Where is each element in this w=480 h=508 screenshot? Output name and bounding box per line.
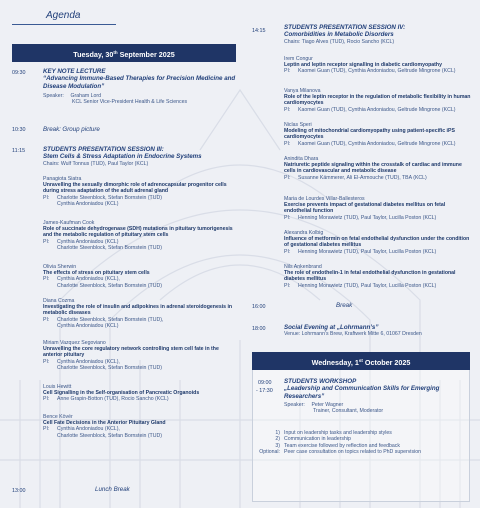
- presenter-name: Nils Ankenbrand: [284, 264, 322, 270]
- pi-names: Kaomei Guan (TUD), Cynthia Andoniadou, Geltrude Mingrone (KCL): [298, 140, 456, 147]
- talk-title: Influence of metformin on fetal endothelial dysfunction under the condition of gestational diabetes mellitus: [284, 236, 470, 249]
- presenter-name: Vanya Milanova: [284, 88, 321, 94]
- lunch-title: Lunch Break: [95, 486, 130, 493]
- session4-title: STUDENTS PRESENTATION SESSION IV:: [284, 24, 406, 31]
- pi-label: PI:: [284, 214, 291, 221]
- keynote-speaker-name: Graham Lord: [70, 93, 102, 100]
- pi-label: PI:: [43, 276, 50, 283]
- talk-title: Unravelling the sexually dimorphic role of adrenocapsular progenitor cells during stress adaptation of the adult adrenal gland: [43, 182, 227, 195]
- keynote-block: [43, 68, 239, 106]
- social-venue: Venue: Lohrmann’s Brew, Kraftwerk Mitte 6, 01067 Dresden: [284, 331, 422, 338]
- pi-names: Henning Morawietz (TUD), Paul Taylor, Lucilla Poston (KCL): [298, 214, 437, 221]
- presenter-name: Miriam Vazquez Segoviano: [43, 340, 106, 346]
- break2-time: 16:00: [252, 304, 266, 310]
- workshop-subtitle: „Leadership and Communication Skills for Emerging Researchers”: [284, 385, 440, 400]
- pi-names: Cynthia Andoniadou (KCL),: [57, 426, 120, 433]
- pi-names: Susanne Kämmerer, Ali El-Armouche (TUD), TBA (KCL): [298, 174, 427, 181]
- workshop-item-number: 1): [275, 430, 280, 436]
- pi-label: PI:: [43, 194, 50, 201]
- presenter-name: Anindita Dhara: [284, 156, 319, 162]
- talk-pi: [43, 396, 237, 402]
- talk-item: [43, 264, 237, 289]
- social-title: Social Evening at „Lohrmann’s”: [284, 324, 379, 331]
- pi-names: Charlotte Steenblock, Stefan Bornstein (TUD): [57, 194, 162, 201]
- day2-header: [252, 352, 470, 370]
- talk-title: Exercise prevents impact of gestational diabetes mellitus on fetal endothelial function: [284, 202, 446, 215]
- session3-time: 11:15: [12, 148, 26, 154]
- talk-title: Cell Fate Decisions in the Anterior Pituitary Gland: [43, 420, 166, 427]
- talk-pi-secondary: Charlotte Steenblock, Stefan Bornstein (TUD): [57, 432, 162, 439]
- day1-rest: September 2025: [117, 50, 175, 59]
- talk-pi-secondary: Charlotte Steenblock, Stefan Bornstein (TUD): [57, 364, 162, 371]
- session3-subtitle: Stem Cells & Stress Adaptation in Endocrine Systems: [43, 153, 202, 161]
- talk-item: [284, 88, 472, 113]
- break1-title: Group picture: [62, 126, 100, 133]
- workshop-time-start: 09:00: [258, 380, 272, 386]
- talk-pi-secondary: Cynthia Andoniadou (KCL): [57, 200, 119, 207]
- day2-sup: st: [358, 358, 363, 363]
- workshop-speaker-role: Trainer, Consultant, Moderator: [313, 408, 384, 415]
- session3-header: [43, 146, 239, 167]
- talk-item: [43, 176, 237, 207]
- talk-title: Cell Signalling in the Self-organisation of Pancreatic Organoids: [43, 390, 200, 397]
- talk-pi: [284, 249, 472, 255]
- pi-names: Cynthia Andoniadou (KCL): [57, 238, 119, 245]
- pi-label: PI:: [43, 358, 50, 365]
- day2-label: Wednesday, 1: [311, 358, 359, 367]
- pi-names: Henning Morawietz (TUD), Paul Taylor, Lucilla Poston (KCL): [298, 248, 437, 255]
- workshop-box: [252, 352, 470, 502]
- talk-title: Investigating the role of insulin and adipokines in adrenal steroidogenesis in metabolic diseases: [43, 304, 233, 317]
- pi-label: PI:: [284, 248, 291, 255]
- break1-time: 10:30: [12, 127, 26, 133]
- workshop-time-end: - 17:30: [256, 388, 273, 394]
- pi-names: Kaomei Guan (TUD), Cynthia Andoniadou, Geltrude Mingrone (KCL): [298, 106, 456, 113]
- workshop-item-text: Peer case consultation on topics related to PhD supervision: [284, 449, 421, 456]
- talk-title: Unravelling the core regulatory network controlling stem cell fate in the anterior pituitary: [43, 346, 219, 359]
- talk-item: [43, 220, 237, 251]
- break2-title: Break: [336, 302, 353, 309]
- talk-pi: [284, 175, 472, 181]
- workshop-item-text: Input on leadership tasks and leadership styles: [284, 430, 392, 436]
- workshop-speaker-name: Peter Wagner: [311, 402, 344, 409]
- workshop-items: [254, 430, 468, 456]
- session4-header: [284, 24, 474, 45]
- presenter-name: Olivia Sherwin: [43, 264, 77, 270]
- pi-label: PI:: [43, 396, 50, 403]
- break1-block: [43, 126, 233, 134]
- keynote-title: KEY NOTE LECTURE: [43, 68, 106, 75]
- pi-names: Cynthia Andoniadou (KCL),: [57, 276, 120, 283]
- talk-title: Modeling of mitochondrial cardiomyopathy using patient-specific iPS cardiomyocytes: [284, 128, 455, 141]
- talk-title: Leptin and leptin receptor signalling in diabetic cardiomyopathy: [284, 62, 442, 69]
- presenter-name: Maria de Lourdes Villar-Ballesteros: [284, 196, 365, 202]
- talk-item: [43, 340, 237, 371]
- session4-time: 14:15: [252, 28, 266, 34]
- day2-rest: October 2025: [362, 358, 411, 367]
- talk-item: [284, 196, 472, 221]
- presenter-name: Diana Cozma: [43, 298, 75, 304]
- presenter-name: Louis Hewitt: [43, 384, 72, 390]
- pi-label: PI:: [284, 140, 291, 147]
- talk-item: [43, 384, 237, 403]
- workshop-item-number: 3): [275, 442, 280, 449]
- presenter-name: Panagiota Siatra: [43, 176, 82, 182]
- workshop-speaker-label: Speaker:: [284, 402, 305, 409]
- workshop-item-text: Team exercise followed by reflection and feedback: [284, 442, 400, 449]
- talk-pi: [284, 141, 472, 147]
- talk-title: The effects of stress on pituitary stem cells: [43, 270, 150, 277]
- presenter-name: James-Kaufman Cook: [43, 220, 95, 226]
- pi-label: PI:: [284, 68, 291, 75]
- talk-item: [43, 298, 237, 329]
- presenter-name: Alexandra Kolbig: [284, 230, 324, 236]
- day1-label: Tuesday, 30: [73, 50, 114, 59]
- talk-pi: [284, 68, 472, 74]
- workshop-title: STUDENTS WORKSHOP: [284, 378, 357, 385]
- pi-names: Charlotte Steenblock, Stefan Bornstein (TUD),: [57, 316, 164, 323]
- pi-names: Henning Morawietz (TUD), Paul Taylor, Lucilla Poston (KCL): [298, 282, 437, 289]
- social-block: [284, 324, 474, 338]
- pi-label: PI:: [43, 426, 50, 433]
- workshop-item-number: Optional:: [259, 449, 280, 456]
- talk-item: [284, 230, 472, 255]
- talk-pi: [284, 215, 472, 221]
- talk-item: [284, 122, 472, 147]
- workshop-block: [284, 378, 468, 415]
- keynote-speaker-role: KCL Senior Vice-President Health & Life Sciences: [72, 99, 188, 106]
- lunch-time: 13:00: [12, 488, 26, 494]
- talk-item: [43, 414, 237, 439]
- day1-header: [12, 44, 236, 62]
- presenter-name: Irem Congur: [284, 56, 313, 62]
- pi-label: PI:: [284, 282, 291, 289]
- talk-item: [284, 56, 472, 75]
- talk-title: Role of succinate dehydrogenase (SDH) mutations in pituitary tumorigenesis and the metabolic regulation of pituitary stem cells: [43, 226, 233, 239]
- talk-pi: [284, 283, 472, 289]
- workshop-item-4: [254, 449, 468, 455]
- pi-label: PI:: [43, 238, 50, 245]
- session3-chairs: Chairs: Wulf Tonnus (TUD), Paul Taylor (KCL): [43, 160, 149, 167]
- talk-pi-secondary: Cynthia Andoniadou (KCL): [57, 322, 119, 329]
- talk-title: Natriuretic peptide signaling within the crosstalk of cardiac and immune cells in cardiovascular and metabolic disease: [284, 162, 462, 175]
- workshop-item-number: 2): [275, 436, 280, 443]
- talk-pi-secondary: Charlotte Steenblock, Stefan Bornstein (TUD): [57, 244, 162, 251]
- talk-title: Role of the leptin receptor in the regulation of metabolic flexibility in human cardiomyocytes: [284, 94, 471, 107]
- talk-item: [284, 264, 472, 289]
- session4-chairs: Chairs: Tiago Alves (TUD), Rocio Sancho (KCL): [284, 38, 395, 45]
- talk-title: The role of endothelin-1 in fetal endothelial dysfunction in gestational diabetes mellitus: [284, 270, 456, 283]
- talk-pi-secondary: Charlotte Steenblock, Stefan Bornstein (TUD): [57, 282, 162, 289]
- workshop-item-text: Communication in leadership: [284, 436, 351, 443]
- presenter-name: Bence Kövér: [43, 414, 73, 420]
- keynote-time: 09:30: [12, 70, 26, 76]
- agenda-title: Agenda: [46, 10, 81, 21]
- session3-title: STUDENTS PRESENTATION SESSION III:: [43, 146, 164, 153]
- pi-names: Cynthia Andoniadou (KCL),: [57, 358, 120, 365]
- keynote-speaker-label: Speaker:: [43, 93, 64, 100]
- pi-names: Anne Grapin-Botton (TUD), Rocio Sancho (KCL): [57, 396, 169, 403]
- keynote-subtitle: “Advancing Immune-Based Therapies for Precision Medicine and Disease Modulation”: [43, 75, 236, 90]
- break1-label: Break:: [43, 126, 61, 133]
- pi-label: PI:: [284, 174, 291, 181]
- pi-label: PI:: [43, 316, 50, 323]
- talk-item: [284, 156, 472, 181]
- title-divider: [12, 24, 116, 25]
- talk-pi: [284, 107, 472, 113]
- social-time: 18:00: [252, 326, 266, 332]
- session4-subtitle: Comorbidities in Metabolic Disorders: [284, 31, 394, 39]
- presenter-name: Niclas Speri: [284, 122, 312, 128]
- day1-sup: th: [113, 50, 118, 55]
- pi-names: Kaomei Guan (TUD), Cynthia Andoniadou, Geltrude Mingrone (KCL): [298, 68, 456, 75]
- pi-label: PI:: [284, 106, 291, 113]
